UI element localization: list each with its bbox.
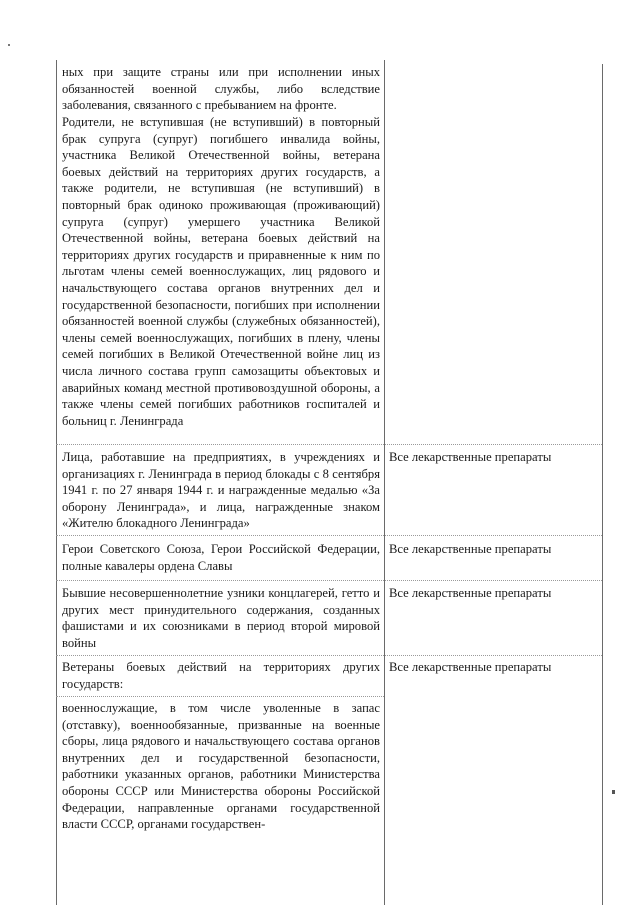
scan-speck	[8, 44, 10, 46]
table-row-3-benefit: Все лекарственные препараты	[389, 450, 552, 464]
row-divider	[56, 696, 384, 697]
table-row-4-benefit: Все лекарственные препараты	[389, 542, 552, 556]
benefits-table	[56, 60, 604, 905]
row-divider	[56, 580, 602, 581]
table-row-3-category: Лица, работавшие на предприятиях, в учреждениях и организациях г. Ленинграда в период блокады с 8 сентября 1941 г. по 27 января 1944 г. и награжденные медалью «За оборону Ленинграда», и лица, награжденные знаком «Жителю блокадного Ленинграда»	[62, 450, 380, 531]
table-column-divider	[384, 60, 385, 905]
table-left-border	[56, 60, 57, 905]
table-row-7-category: военнослужащие, в том числе уволенные в запас (отставку), военнообязанные, призванные на военные сборы, лица рядового и начальствующего состава органов внутренних дел и государственной безопасности, работники указанных органов, работники Министерства обороны СССР или Министерства обороны Российской Федерации, направленные органами государственной власти СССР, органами государствен-	[62, 701, 380, 832]
table-right-border	[602, 64, 603, 905]
row-divider	[56, 655, 602, 656]
table-row-1-category: ных при защите страны или при исполнении иных обязанностей военной службы, либо вследствие заболевания, связанного с пребыванием на фронте.	[62, 65, 380, 113]
table-row-2-category: Родители, не вступившая (не вступивший) в повторный брак супруга (супруг) погибшего инвалида войны, участника Великой Отечественной войны, ветерана боевых действий на территориях других государств, а также родители, не вступившая (не вступивший) в повторный брак одиноко проживающая (проживающий) супруга (супруг) умершего участника Великой Отечественной войны, ветерана боевых действий на территориях других государств и приравненные к ним по льготам члены семей военнослужащих, лиц рядового и начальствующего состава органов внутренних дел и государственной безопасности, погибших при исполнении обязанностей военной службы (служебных обязанностей), члены семей военнослужащих, погибших в плену, члены семей погибших в Великой Отечественной войне лиц из числа личного состава групп самозащиты объектовых и аварийных команд местной противовоздушной обороны, а также члены семей погибших работников госпиталей и больниц г. Ленинграда	[62, 115, 380, 428]
table-row-6-category: Ветераны боевых действий на территориях других государств:	[62, 660, 380, 691]
table-row-4-category: Герои Советского Союза, Герои Российской Федерации, полные кавалеры ордена Славы	[62, 542, 380, 573]
row-divider	[56, 444, 602, 445]
table-row-5-benefit: Все лекарственные препараты	[389, 586, 552, 600]
scan-speck	[612, 790, 615, 794]
table-row-6-benefit: Все лекарственные препараты	[389, 660, 552, 674]
table-row-5-category: Бывшие несовершеннолетние узники концлагерей, гетто и других мест принудительного содержания, созданных фашистами и их союзниками в период второй мировой войны	[62, 586, 380, 650]
row-divider	[56, 535, 602, 536]
